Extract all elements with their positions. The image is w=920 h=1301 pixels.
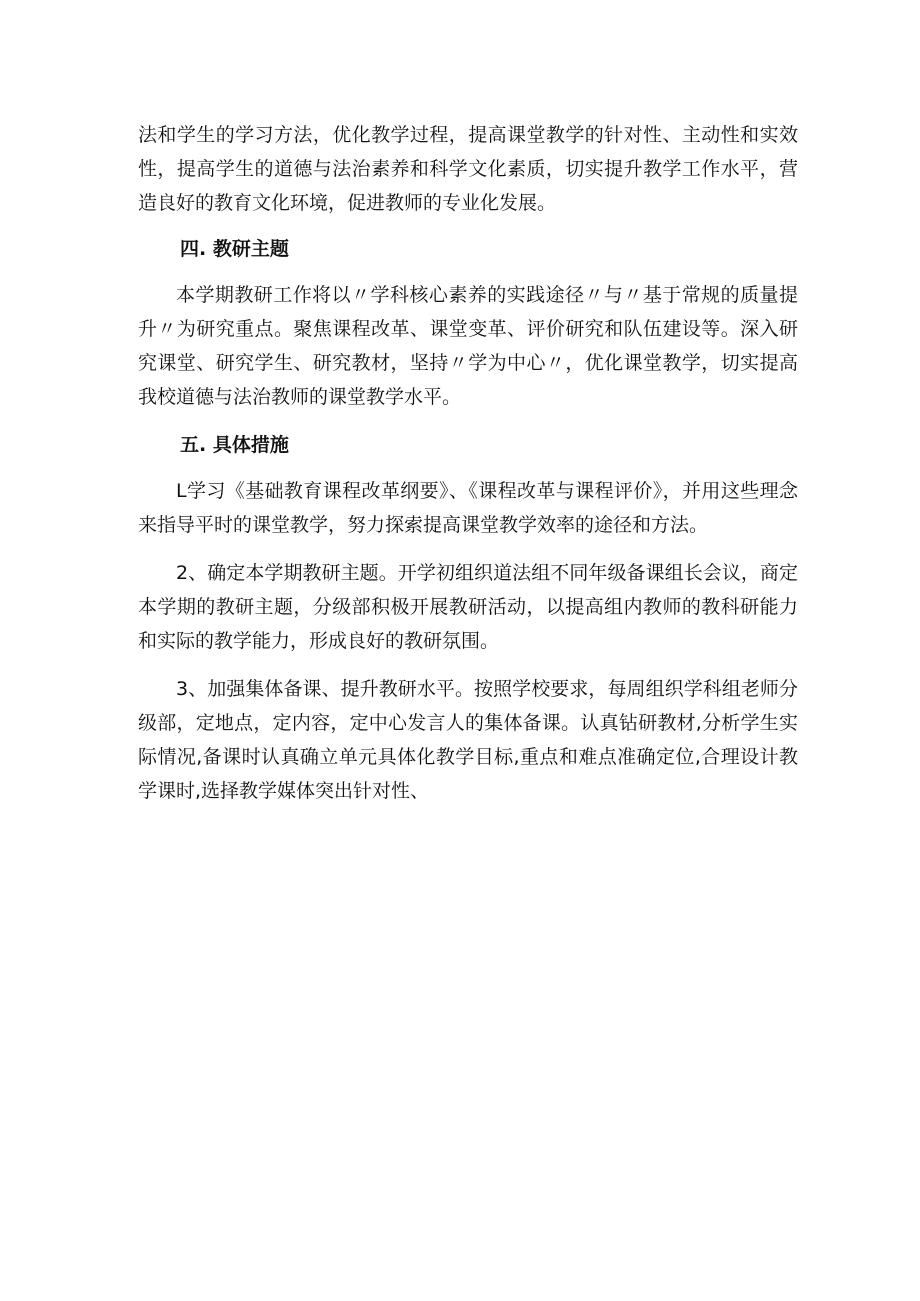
section-heading-measures: 五. 具体措施	[180, 434, 289, 456]
paragraph-measure-3: 3、加强集体备课、提升教研水平。按照学校要求，每周组织学科组老师分级部，定地点，定内容，定中心发言人的集体备课。认真钻研教材,分析学生实际情况,备课时认真确立单元具体化教学目标,重点和难点准确定位,合理设计教学课时,选择教学媒体突出针对性、	[138, 678, 798, 802]
paragraph-research-theme: 本学期教研工作将以〃学科核心素养的实践途径〃与〃基于常规的质量提升〃为研究重点。聚焦课程改革、课堂变革、评价研究和队伍建设等。深入研究课堂、研究学生、研究教材，坚持〃学为中心〃，优化课堂教学，切实提高我校道德与法治教师的课堂教学水平。	[138, 284, 798, 408]
document-body	[138, 118, 798, 808]
section-heading-research-theme: 四. 教研主题	[180, 238, 289, 260]
paragraph-intro: 法和学生的学习方法，优化教学过程，提高课堂教学的针对性、主动性和实效性，提高学生的道德与法治素养和科学文化素质，切实提升教学工作水平，营造良好的教育文化环境，促进教师的专业化发展。	[138, 124, 798, 214]
paragraph-measure-2: 2、确定本学期教研主题。开学初组织道法组不同年级备课组长会议，商定本学期的教研主题，分级部积极开展教研活动，以提高组内教师的教科研能力和实际的教学能力，形成良好的教研氛围。	[138, 562, 798, 652]
paragraph-measure-1: L学习《基础教育课程改革纲要》、《课程改革与课程评价》，并用这些理念来指导平时的课堂教学，努力探索提高课堂教学效率的途径和方法。	[138, 480, 798, 536]
